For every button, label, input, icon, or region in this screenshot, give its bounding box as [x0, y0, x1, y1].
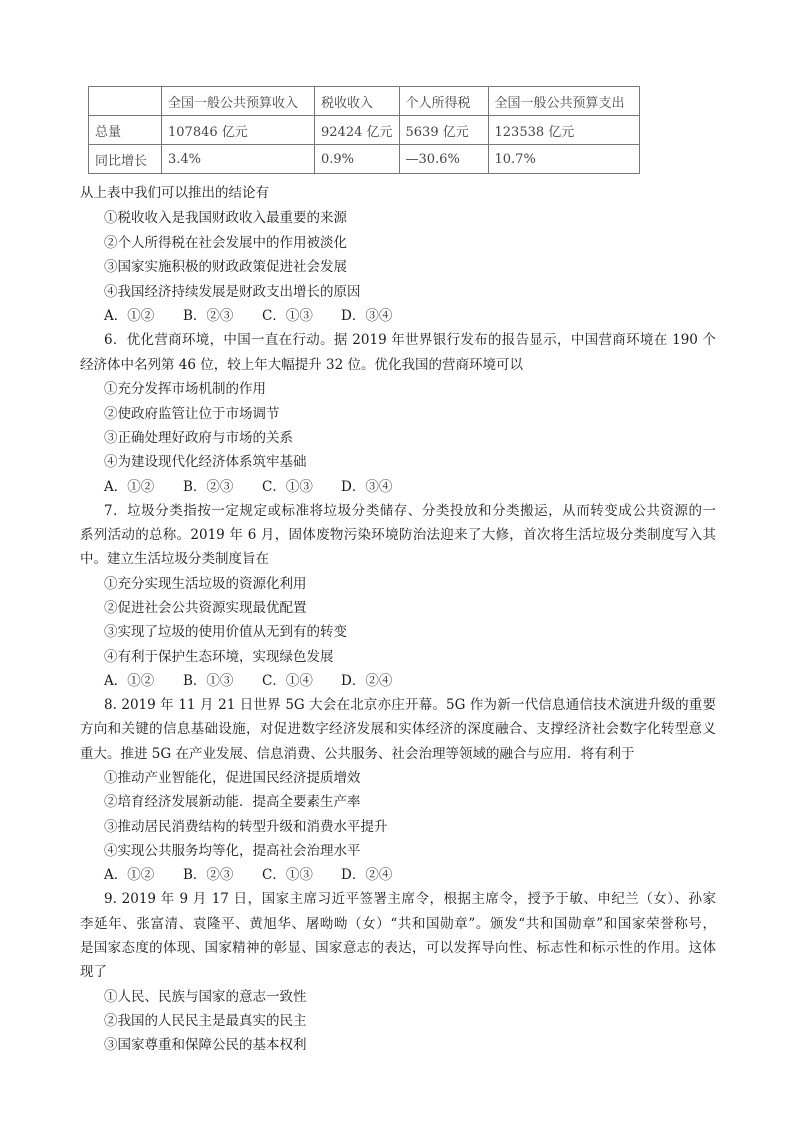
- option-d: D．③④: [341, 479, 393, 495]
- option-d: D．②④: [341, 867, 393, 883]
- question-8-stem-line: 重大。推进 5G 在产业发展、信息消费、公共服务、社会治理等领域的融合与应用．将有利于: [80, 746, 635, 762]
- question-7-stem-line: 中。建立生活垃圾分类制度旨在: [80, 551, 269, 567]
- fiscal-data-table: [88, 86, 640, 174]
- table-row-label: 同比增长: [89, 145, 162, 174]
- question-7-stem-line: 系列活动的总称。2019 年 6 月，固体废物污染环境防治法迎来了大修，首次将生活垃圾分类制度写入其: [80, 527, 716, 543]
- question-5-item: ④我国经济持续发展是财政支出增长的原因: [104, 284, 361, 300]
- question-8-item: ②培育经济发展新动能．提高全要素生产率: [104, 794, 361, 810]
- option-a: A．①②: [104, 308, 155, 324]
- question-6-options: [104, 477, 420, 497]
- option-b: B．②③: [183, 479, 234, 495]
- question-5-options: [104, 306, 420, 326]
- question-7-item: ③实现了垃圾的使用价值从无到有的转变: [104, 624, 347, 640]
- table-cell: 5639 亿元: [399, 116, 488, 145]
- question-9-stem-line: 9. 2019 年 9 月 17 日，国家主席习近平签署主席令，根据主席令，授予于敏、申纪兰（女）、孙家: [104, 891, 716, 907]
- question-9-stem-line: 现了: [80, 964, 107, 980]
- option-d: D．③④: [341, 308, 393, 324]
- question-9-item: ②我国的人民民主是最真实的民主: [104, 1013, 307, 1029]
- option-a: A．①②: [104, 867, 155, 883]
- question-7-item: ①充分实现生活垃圾的资源化利用: [104, 576, 307, 592]
- question-8-item: ③推动居民消费结构的转型升级和消费水平提升: [104, 819, 388, 835]
- question-5-item: ③国家实施积极的财政政策促进社会发展: [104, 259, 347, 275]
- table-header-row: [89, 87, 640, 116]
- question-6-item: ②使政府监管让位于市场调节: [104, 406, 280, 422]
- table-header-cell: 全国一般公共预算收入: [162, 87, 315, 116]
- option-a: A．①②: [104, 479, 155, 495]
- question-7-item: ④有利于保护生态环境，实现绿色发展: [104, 649, 334, 665]
- question-6-stem-line: 6．优化营商环境，中国一直在行动。据 2019 年世界银行发布的报告显示，中国营商环境在 190 个: [104, 332, 716, 348]
- question-8-stem-line: 8. 2019 年 11 月 21 日世界 5G 大会在北京亦庄开幕。5G 作为新一代信息通信技术演进升级的重要: [104, 697, 716, 713]
- option-b: B．②③: [183, 308, 234, 324]
- question-6-item: ④为建设现代化经济体系筑牢基础: [104, 454, 307, 470]
- table-row: [89, 116, 640, 145]
- question-7-item: ②促进社会公共资源实现最优配置: [104, 600, 307, 616]
- question-9-stem-line: 李延年、张富清、袁隆平、黄旭华、屠呦呦（女）“共和国勋章”。颁发“共和国勋章”和国家荣誉称号，: [80, 916, 716, 932]
- question-8-options: [104, 865, 420, 885]
- option-c: C．①④: [262, 673, 313, 689]
- option-a: A．①②: [104, 673, 155, 689]
- table-row: [89, 145, 640, 174]
- question-8-item: ④实现公共服务均等化，提高社会治理水平: [104, 843, 361, 859]
- option-b: B．②③: [183, 867, 234, 883]
- option-b: B．①③: [183, 673, 234, 689]
- table-header-cell: 个人所得税: [399, 87, 488, 116]
- table-cell: —30.6%: [399, 145, 488, 174]
- question-9-item: ③国家尊重和保障公民的基本权利: [104, 1037, 307, 1053]
- question-6-item: ③正确处理好政府与市场的关系: [104, 430, 293, 446]
- question-5-item: ①税收收入是我国财政收入最重要的来源: [104, 210, 347, 226]
- question-7-options: [104, 671, 420, 691]
- table-cell: 123538 亿元: [488, 116, 639, 145]
- option-c: C．①③: [262, 308, 313, 324]
- question-8-item: ①推动产业智能化，促进国民经济提质增效: [104, 770, 361, 786]
- question-5-item: ②个人所得税在社会发展中的作用被淡化: [104, 235, 347, 251]
- question-6-stem-line: 经济体中名列第 46 位，较上年大幅提升 32 位。优化我国的营商环境可以: [80, 357, 524, 373]
- table-header-cell: 税收收入: [315, 87, 400, 116]
- question-6-item: ①充分发挥市场机制的作用: [104, 381, 266, 397]
- option-c: C．①③: [262, 867, 313, 883]
- table-cell: [89, 87, 162, 116]
- table-cell: 10.7%: [488, 145, 639, 174]
- question-9-stem-line: 是国家态度的体现、国家精神的彰显、国家意志的表达，可以发挥导向性、标志性和标示性的作用。这体: [80, 940, 716, 956]
- option-d: D．②④: [341, 673, 393, 689]
- table-header-cell: 全国一般公共预算支出: [488, 87, 639, 116]
- question-9-item: ①人民、民族与国家的意志一致性: [104, 989, 307, 1005]
- question-5-stem: 从上表中我们可以推出的结论有: [80, 185, 269, 201]
- option-c: C．①③: [262, 479, 313, 495]
- question-8-stem-line: 方向和关键的信息基础设施，对促进数字经济发展和实体经济的深度融合、支撑经济社会数字化转型意义: [80, 721, 716, 737]
- table-row-label: 总量: [89, 116, 162, 145]
- table-cell: 92424 亿元: [315, 116, 400, 145]
- table-cell: 107846 亿元: [162, 116, 315, 145]
- table-cell: 0.9%: [315, 145, 400, 174]
- question-7-stem-line: 7．垃圾分类指按一定规定或标准将垃圾分类储存、分类投放和分类搬运，从而转变成公共资源的一: [104, 503, 716, 519]
- table-cell: 3.4%: [162, 145, 315, 174]
